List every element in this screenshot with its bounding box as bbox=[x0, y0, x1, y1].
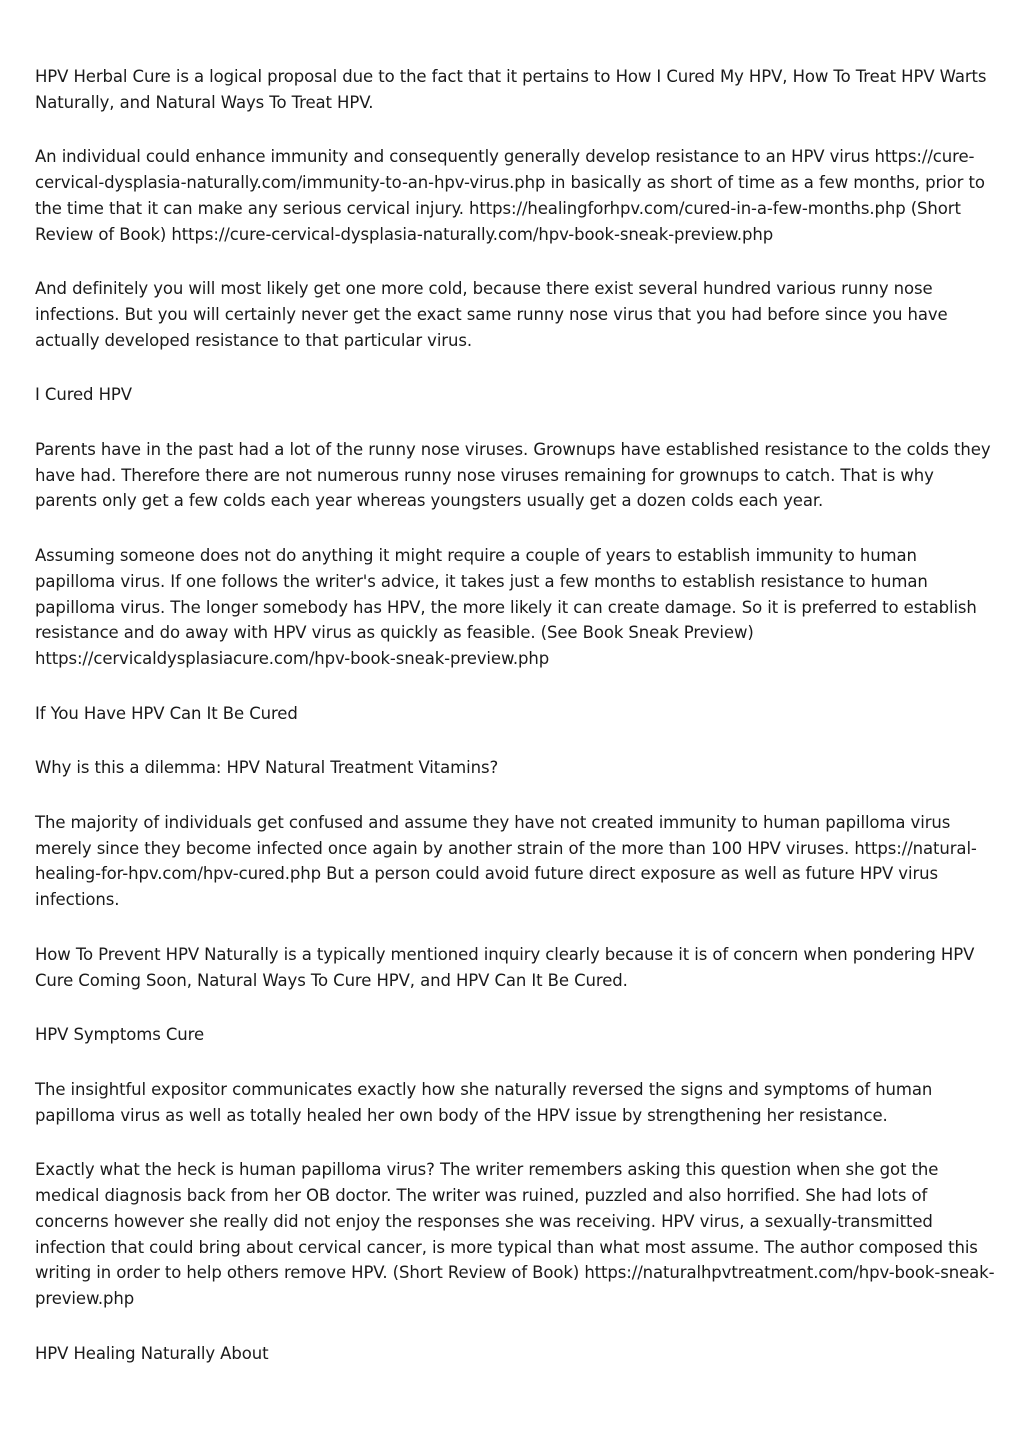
paragraph-majority: The majority of individuals get confused and assume they have not created immunity to human papilloma virus merely since they become infected once again by another strain of the more than 100 HPV viruses. https://natural-healing-for-hpv.com/hpv-cured.php But a person could avoid future direct exposure as well as future HPV virus infections. bbox=[35, 813, 977, 910]
paragraph-immunity: An individual could enhance immunity and consequently generally develop resistance to an HPV virus https://cure-cervical-dysplasia-naturally.com/immunity-to-an-hpv-virus.php in basically as short of time as a few months, prior to the time that it can make any serious cervical injury. https://healingforhpv.com/cured-in-a-few-months.php (Short Review of Book) https://cure-cervical-dysplasia-naturally.com/hpv-book-sneak-preview.php bbox=[35, 147, 985, 244]
paragraph-what-is-hpv: Exactly what the heck is human papilloma virus? The writer remembers asking this question when she got the medical diagnosis back from her OB doctor. The writer was ruined, puzzled and also horrified. She had lots of concerns however she really did not enjoy the responses she was receiving. HPV virus, a sexually-transmitted infection that could bring about cervical cancer, is more typical than what most assume. The author composed this writing in order to help others remove HPV. (Short Review of Book) https://naturalhpvtreatment.com/hpv-book-sneak-preview.php bbox=[35, 1160, 995, 1308]
paragraph-assuming: Assuming someone does not do anything it might require a couple of years to establish immunity to human papilloma virus. If one follows the writer's advice, it takes just a few months to establish resistance to human papilloma virus. The longer somebody has HPV, the more likely it can create damage. So it is preferred to establish resistance and do away with HPV virus as quickly as feasible. (See Book Sneak Preview) https://cervicaldysplasiacure.com/hpv-book-sneak-preview.php bbox=[35, 546, 977, 668]
paragraph-parents: Parents have in the past had a lot of the runny nose viruses. Grownups have established resistance to the colds they have had. Therefore there are not numerous runny nose viruses remaining for grownups to catch. That is why parents only get a few colds each year whereas youngsters usually get a dozen colds each year. bbox=[35, 440, 991, 511]
paragraph-expositor: The insightful expositor communicates exactly how she naturally reversed the signs and symptoms of human papilloma virus as well as totally healed her own body of the HPV issue by strengthening her resistance. bbox=[35, 1079, 933, 1125]
heading-can-it-be-cured: If You Have HPV Can It Be Cured bbox=[35, 703, 298, 723]
paragraph-cold: And definitely you will most likely get one more cold, because there exist several hundred various runny nose infections. But you will certainly never get the exact same runny nose virus that you had before since you have actually developed resistance to that particular virus. bbox=[35, 279, 948, 350]
heading-symptoms-cure: HPV Symptoms Cure bbox=[35, 1025, 205, 1045]
paragraph-prevent: How To Prevent HPV Naturally is a typically mentioned inquiry clearly because it is of concern when pondering HPV Cure Coming Soon, Natural Ways To Cure HPV, and HPV Can It Be Cured. bbox=[35, 944, 975, 990]
paragraph-intro: HPV Herbal Cure is a logical proposal due to the fact that it pertains to How I Cured My HPV, How To Treat HPV Warts Naturally, and Natural Ways To Treat HPV. bbox=[35, 67, 987, 112]
document-body bbox=[35, 64, 995, 1395]
heading-healing-naturally: HPV Healing Naturally About bbox=[35, 1343, 269, 1363]
heading-dilemma: Why is this a dilemma: HPV Natural Treatment Vitamins? bbox=[35, 758, 499, 778]
heading-i-cured-hpv: I Cured HPV bbox=[35, 385, 132, 405]
